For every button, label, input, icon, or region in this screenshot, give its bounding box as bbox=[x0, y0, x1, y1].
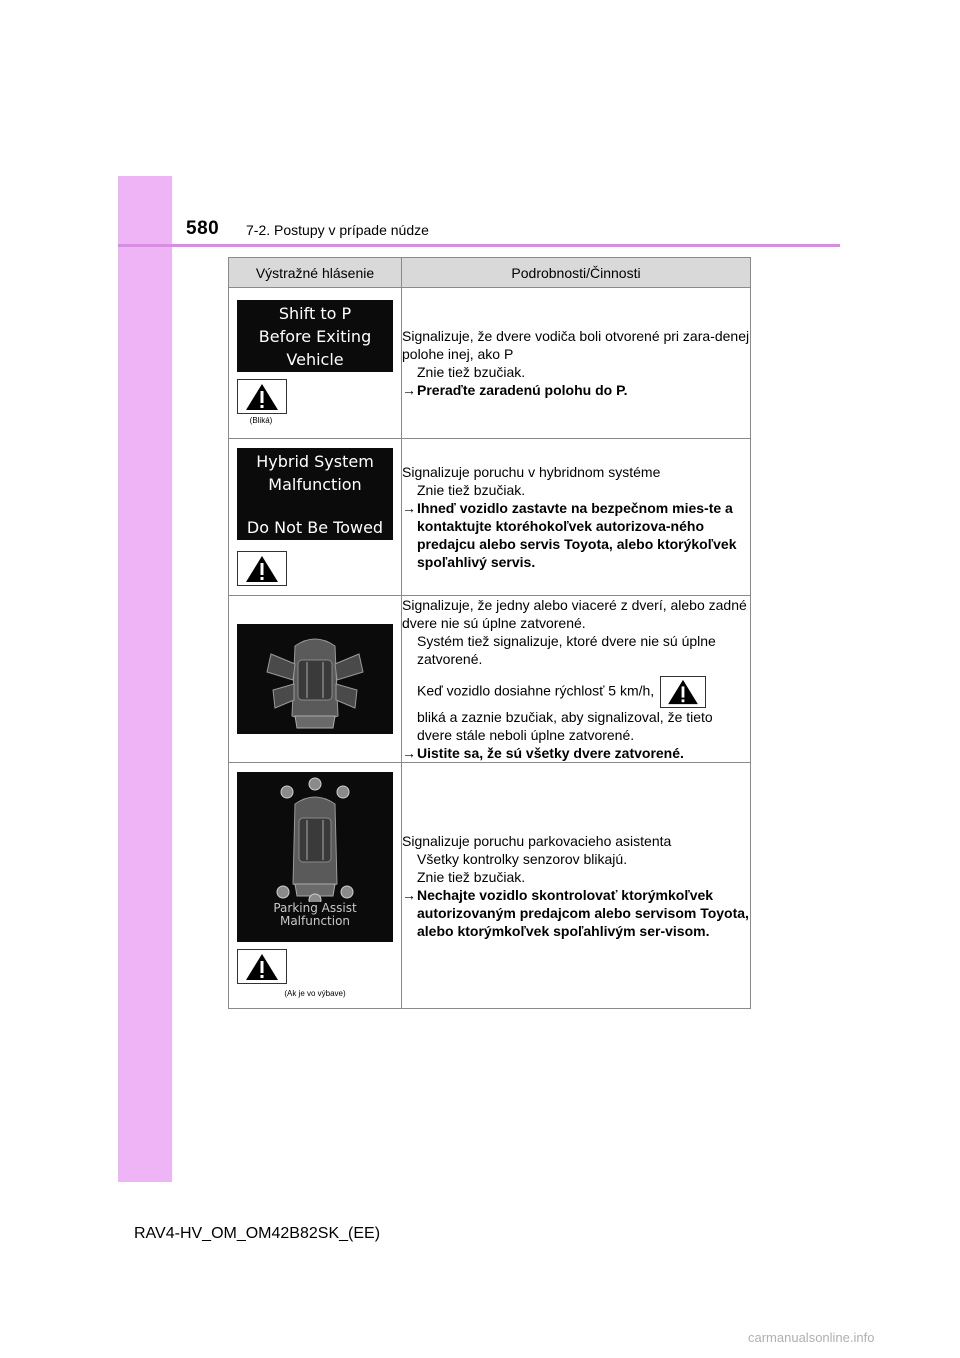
sub-note: Znie tiež bzučiak. bbox=[417, 868, 526, 885]
message-cell bbox=[229, 288, 402, 439]
screen-line: Hybrid System bbox=[256, 451, 374, 471]
arrow-icon: → bbox=[402, 382, 416, 398]
arrow-icon: → bbox=[402, 886, 416, 903]
action bbox=[402, 499, 750, 571]
warning-triangle-icon bbox=[237, 551, 287, 586]
parking-sensors-car-icon bbox=[237, 772, 393, 942]
details-cell bbox=[402, 596, 751, 763]
screen-line: Do Not Be Towed bbox=[246, 517, 384, 537]
section-title: 7-2. Postupy v prípade núdze bbox=[246, 222, 429, 238]
table-row bbox=[229, 439, 751, 596]
warning-messages-table bbox=[228, 257, 751, 1009]
table-row bbox=[229, 288, 751, 439]
screen-line: Before Exiting bbox=[258, 326, 372, 346]
warning-triangle-icon bbox=[237, 379, 287, 414]
screen-line: Parking Assist bbox=[273, 901, 357, 915]
table-row bbox=[229, 596, 751, 763]
arrow-icon: → bbox=[402, 500, 416, 516]
screen-line: Malfunction bbox=[279, 914, 351, 928]
description: Signalizuje, že jedny alebo viaceré z dverí, alebo zadné dvere nie sú úplne zatvorené. bbox=[402, 597, 747, 631]
details-cell bbox=[402, 288, 751, 439]
action-text: Nechajte vozidlo skontrolovať ktorýmkoľvek autorizovaným predajcom alebo servisom Toyota, alebo ktorýmkoľvek spoľahlivým ser-visom. bbox=[417, 886, 749, 939]
screen-line: Shift to P bbox=[278, 303, 352, 323]
sub-note: Všetky kontrolky senzorov blikajú. bbox=[417, 850, 628, 867]
action-text: Preraďte zaradenú polohu do P. bbox=[417, 382, 628, 398]
message-cell bbox=[229, 596, 402, 763]
description: Signalizuje poruchu parkovacieho asistenta bbox=[402, 832, 672, 849]
action bbox=[402, 744, 750, 762]
table-row bbox=[229, 763, 751, 1009]
column-header-message: Výstražné hlásenie bbox=[229, 258, 402, 288]
action bbox=[402, 886, 750, 940]
arrow-icon: → bbox=[402, 745, 416, 761]
action bbox=[402, 381, 750, 399]
indicator-note: (Ak je vo výbave) bbox=[284, 989, 346, 998]
action-text: Ihneď vozidlo zastavte na bezpečnom mies-te a kontaktujte ktoréhokoľvek autorizova-ného predajcu alebo servis Toyota, alebo ktorýkoľvek spoľahlivý servis. bbox=[417, 500, 737, 570]
document-code: RAV4-HV_OM_OM42B82SK_(EE) bbox=[134, 1225, 381, 1242]
display-screen bbox=[237, 300, 393, 372]
car-doors-open-icon bbox=[237, 624, 393, 734]
warning-triangle-icon bbox=[660, 676, 706, 708]
details-cell bbox=[402, 439, 751, 596]
column-header-details: Podrobnosti/Činnosti bbox=[402, 258, 751, 288]
message-cell bbox=[229, 763, 402, 1009]
display-screen bbox=[237, 448, 393, 540]
side-tab bbox=[118, 176, 172, 1182]
indicator-group bbox=[237, 379, 393, 426]
table-header-row bbox=[229, 258, 751, 288]
description: Signalizuje, že dvere vodiča boli otvorené pri zara-denej polohe inej, ako P bbox=[402, 328, 750, 362]
page-number: 580 bbox=[186, 218, 220, 239]
indicator-group bbox=[237, 949, 393, 984]
speed-note: Keď vozidlo dosiahne rýchlosť 5 km/h, bbox=[417, 682, 655, 699]
details-cell bbox=[402, 763, 751, 1009]
sub-note: Systém tiež signalizuje, ktoré dvere nie sú úplne zatvorené. bbox=[417, 633, 716, 667]
description: Signalizuje poruchu v hybridnom systéme bbox=[402, 464, 661, 480]
indicator-group bbox=[237, 551, 393, 586]
warning-triangle-icon bbox=[237, 949, 287, 984]
sub-note: Znie tiež bzučiak. bbox=[417, 482, 526, 498]
action-text: Uistite sa, že sú všetky dvere zatvorené. bbox=[417, 745, 684, 761]
header-rule bbox=[118, 244, 840, 247]
indicator-note: (Bliká) bbox=[249, 416, 273, 425]
watermark: carmanualsonline.info bbox=[748, 1330, 875, 1345]
screen-line: Malfunction bbox=[268, 474, 362, 494]
sub-note: Znie tiež bzučiak. bbox=[417, 364, 526, 380]
message-cell bbox=[229, 439, 402, 596]
speed-note-line bbox=[402, 676, 750, 708]
screen-line: Vehicle bbox=[286, 349, 344, 369]
speed-note-continued: bliká a zaznie bzučiak, aby signalizoval, že tieto dvere stále neboli úplne zatvorené. bbox=[417, 709, 713, 743]
